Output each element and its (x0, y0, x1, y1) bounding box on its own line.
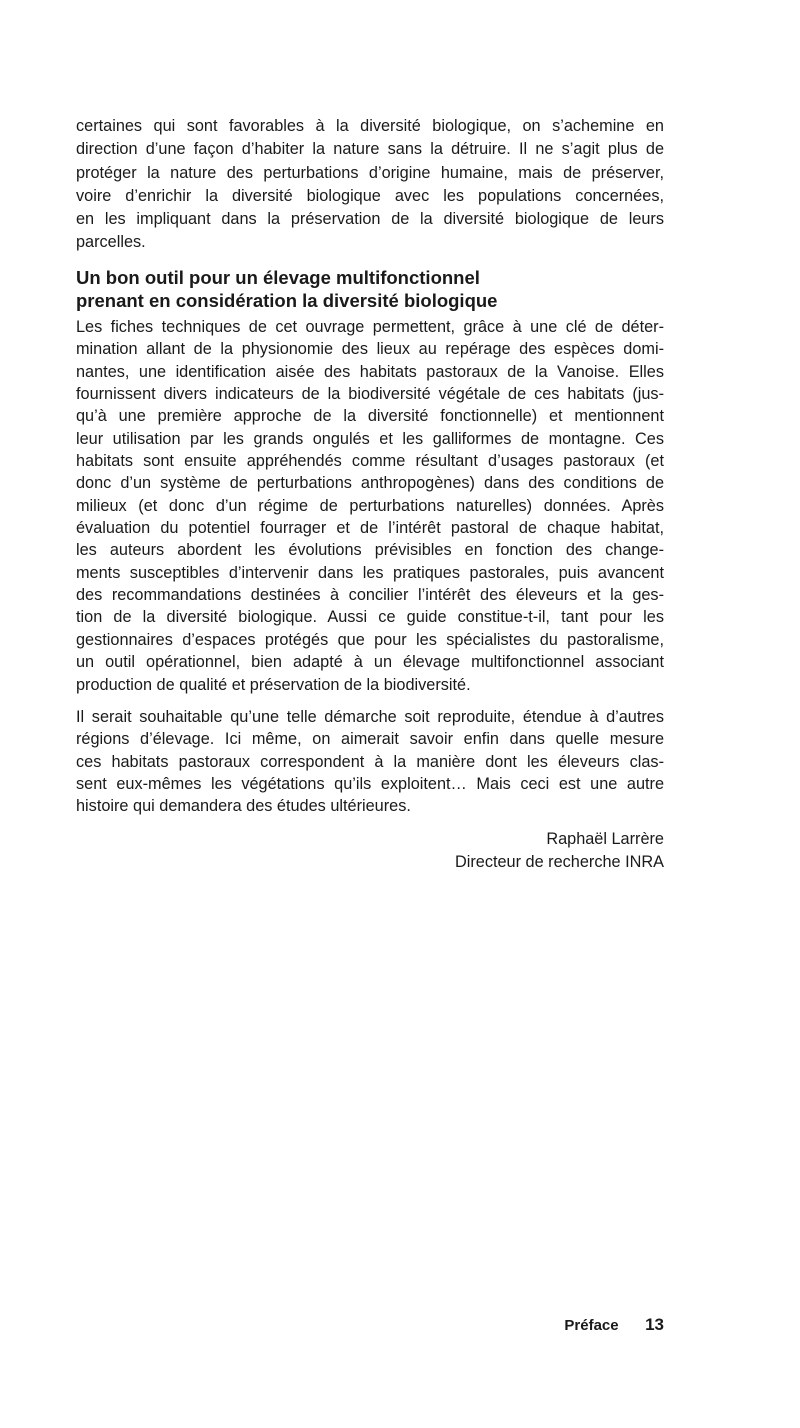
section-name: Préface (564, 1317, 619, 1334)
text-line: tion de la diversité biologique. Aussi ce guide constitue-t-il, tant pour les (76, 608, 664, 627)
text-line: évaluation du potentiel fourrager et de l’intérêt pastoral de chaque habitat, (76, 519, 664, 538)
text-line: Les fiches techniques de cet ouvrage permettent, grâce à une clé de déter- (76, 318, 664, 336)
text-line: sent eux-mêmes les végétations qu’ils exploitent… Mais ceci est une autre (76, 774, 664, 793)
paragraph-2 (76, 316, 664, 696)
text-line: ments susceptibles d’intervenir dans les pratiques pastorales, puis avancent (76, 563, 664, 582)
section-heading (76, 266, 664, 312)
text-line: protéger la nature des perturbations d’origine humaine, mais de préserver, (76, 163, 664, 182)
text-line: les auteurs abordent les évolutions prévisibles en fonction des change- (76, 541, 664, 560)
text-line: fournissent divers indicateurs de la biodiversité végétale de ces habitats (jus- (76, 385, 664, 404)
text-line: leur utilisation par les grands ongulés et les galliformes de montagne. Ces (76, 429, 664, 448)
text-line: milieux (et donc d’un régime de perturbations naturelles) données. Après (76, 496, 664, 515)
text-line: en les impliquant dans la préservation de la diversité biologique de leurs (76, 210, 664, 229)
page-footer (564, 1315, 664, 1335)
author-name: Raphaël Larrère (546, 830, 664, 848)
heading-line: prenant en considération la diversité biologique (76, 290, 498, 311)
text-line: production de qualité et préservation de la biodiversité. (76, 675, 471, 694)
paragraph-1 (76, 115, 664, 255)
text-line: certaines qui sont favorables à la diversité biologique, on s’achemine en (76, 117, 664, 135)
text-line: direction d’une façon d’habiter la nature sans la détruire. Il ne s’agit plus de (76, 140, 664, 159)
heading-line: Un bon outil pour un élevage multifonctionnel (76, 267, 480, 288)
text-line: mination allant de la physionomie des lieux au repérage des espèces domi- (76, 340, 664, 359)
text-line: régions d’élevage. Ici même, on aimerait savoir enfin dans quelle mesure (76, 730, 664, 749)
text-line: un outil opérationnel, bien adapté à un élevage multifonctionnel associant (76, 653, 664, 672)
text-line: parcelles. (76, 233, 146, 252)
paragraph-3 (76, 706, 664, 817)
text-line: Il serait souhaitable qu’une telle démarche soit reproduite, étendue à d’autres (76, 708, 664, 726)
signature (76, 828, 664, 873)
text-line: qu’à une première approche de la diversité fonctionnelle) et mentionnent (76, 407, 664, 426)
text-line: voire d’enrichir la diversité biologique avec les populations concernées, (76, 186, 664, 205)
author-title: Directeur de recherche INRA (454, 852, 664, 871)
text-line: des recommandations destinées à concilier l’intérêt des éleveurs et la ges- (76, 586, 664, 605)
text-line: nantes, une identification aisée des habitats pastoraux de la Vanoise. Elles (76, 362, 664, 381)
text-line: histoire qui demandera des études ultérieures. (76, 797, 411, 816)
page-number: 13 (645, 1315, 664, 1334)
text-line: ces habitats pastoraux correspondent à la manière dont les éleveurs clas- (76, 752, 664, 771)
text-line: habitats sont ensuite appréhendés comme résultant d’usages pastoraux (et (76, 452, 664, 471)
text-line: donc d’un système de perturbations anthropogènes) dans des conditions de (76, 474, 664, 493)
text-line: gestionnaires d’espaces protégés que pour les spécialistes du pastoralisme, (76, 630, 664, 649)
